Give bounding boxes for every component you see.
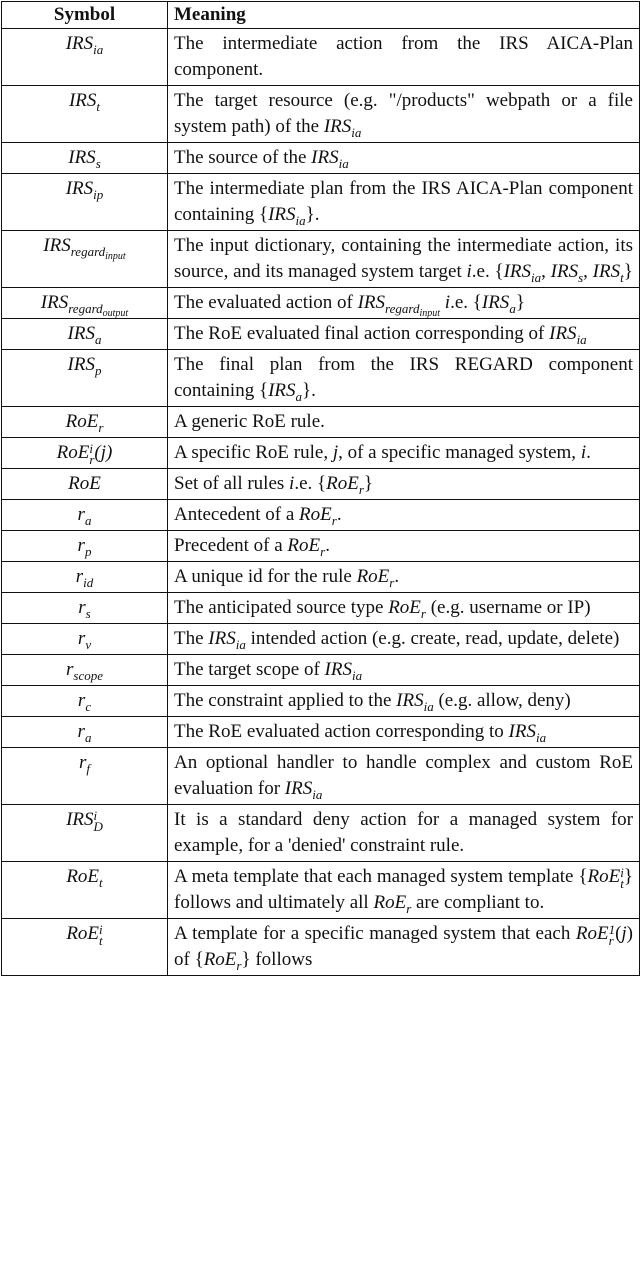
meaning-cell: The $IRS_{ia}$ intended action (e.g. create, read, update, delete): [168, 624, 640, 655]
table-row: [2, 319, 640, 350]
meaning-cell: A unique id for the rule RoE$_r$.: [168, 562, 640, 593]
symbol-cell: $r_s$: [2, 593, 168, 624]
meaning-cell: The evaluated action of $IRS_{regard_{input}}$ i.e. $\{IRS_a\}$: [168, 288, 640, 319]
meaning-cell: Antecedent of a RoE$_r$.: [168, 500, 640, 531]
table-row: [2, 29, 640, 86]
symbol-cell: RoE$_t$: [2, 862, 168, 919]
meaning-cell: The input dictionary, containing the intermediate action, its source, and its managed system target i.e. {$IRS_{ia}$, $IRS_s$, $IRS_t$}: [168, 231, 640, 288]
meaning-cell: A specific RoE rule, j, of a specific managed system, i.: [168, 438, 640, 469]
symbol-cell: $r_p$: [2, 531, 168, 562]
symbol-cell: $r_f$: [2, 748, 168, 805]
table-row: [2, 686, 640, 717]
table-row: [2, 593, 640, 624]
symbol-cell: RoE i r (j): [2, 438, 168, 469]
meaning-cell: The constraint applied to the $IRS_{ia}$ (e.g. allow, deny): [168, 686, 640, 717]
meaning-cell: The RoE evaluated action corresponding to $IRS_{ia}$: [168, 717, 640, 748]
symbol-cell: $IRS_t$: [2, 86, 168, 143]
meaning-cell: The target resource (e.g. "/products" webpath or a file system path) of the $IRS_{ia}$: [168, 86, 640, 143]
table-row: [2, 500, 640, 531]
table-row: [2, 655, 640, 686]
symbol-cell: RoE$_r$: [2, 407, 168, 438]
symbol-cell: $IRS_{regard_{output}}$: [2, 288, 168, 319]
table-row: [2, 805, 640, 862]
table-body: [2, 29, 640, 976]
symbol-cell: $IRS_s$: [2, 143, 168, 174]
table-row: [2, 174, 640, 231]
meaning-cell: The RoE evaluated final action corresponding of $IRS_{ia}$: [168, 319, 640, 350]
meaning-cell: Precedent of a RoE$_r$.: [168, 531, 640, 562]
symbol-cell: $r_c$: [2, 686, 168, 717]
symbol-cell: $r_a$: [2, 717, 168, 748]
meaning-cell: A template for a specific managed system that each RoE 1 r (j) of {RoE$_r$} follows: [168, 919, 640, 976]
meaning-cell: The anticipated source type RoE$_r$ (e.g. username or IP): [168, 593, 640, 624]
symbol-cell: $IRS_p$: [2, 350, 168, 407]
symbol-cell: RoE i t: [2, 919, 168, 976]
meaning-cell: A meta template that each managed system template {RoE i t } follows and ultimately all RoE$_r$ are compliant to.: [168, 862, 640, 919]
table-row: [2, 748, 640, 805]
table-row: [2, 531, 640, 562]
symbol-cell: $IRS_{ia}$: [2, 29, 168, 86]
table-row: [2, 407, 640, 438]
meaning-cell: The intermediate action from the IRS AICA-Plan component.: [168, 29, 640, 86]
table-row: [2, 143, 640, 174]
table-row: [2, 862, 640, 919]
notation-table: [1, 1, 640, 976]
meaning-cell: An optional handler to handle complex and custom RoE evaluation for $IRS_{ia}$: [168, 748, 640, 805]
table-row: [2, 438, 640, 469]
symbol-cell: RoE: [2, 469, 168, 500]
table-header-row: [2, 2, 640, 29]
meaning-cell: Set of all rules i.e. {RoE$_r$}: [168, 469, 640, 500]
table-row: [2, 288, 640, 319]
table-row: [2, 624, 640, 655]
symbol-cell: $IRS_{regard_{input}}$: [2, 231, 168, 288]
table-row: [2, 231, 640, 288]
table-row: [2, 350, 640, 407]
symbol-column-header: Symbol: [2, 2, 168, 29]
table-row: [2, 469, 640, 500]
symbol-cell: $r_{id}$: [2, 562, 168, 593]
meaning-column-header: Meaning: [168, 2, 640, 29]
symbol-cell: $r_a$: [2, 500, 168, 531]
table-row: [2, 562, 640, 593]
meaning-cell: It is a standard deny action for a managed system for example, for a 'denied' constraint rule.: [168, 805, 640, 862]
meaning-cell: The source of the $IRS_{ia}$: [168, 143, 640, 174]
meaning-cell: A generic RoE rule.: [168, 407, 640, 438]
meaning-cell: The target scope of $IRS_{ia}$: [168, 655, 640, 686]
symbol-cell: $IRS_{ip}$: [2, 174, 168, 231]
symbol-cell: $r_{scope}$: [2, 655, 168, 686]
symbol-cell: IRS i D: [2, 805, 168, 862]
symbol-cell: $r_v$: [2, 624, 168, 655]
table-row: [2, 717, 640, 748]
meaning-cell: The intermediate plan from the IRS AICA-Plan component containing $\{IRS_{ia}\}$.: [168, 174, 640, 231]
symbol-cell: $IRS_a$: [2, 319, 168, 350]
table-row: [2, 86, 640, 143]
table-row: [2, 919, 640, 976]
meaning-cell: The final plan from the IRS REGARD component containing $\{IRS_a\}$.: [168, 350, 640, 407]
